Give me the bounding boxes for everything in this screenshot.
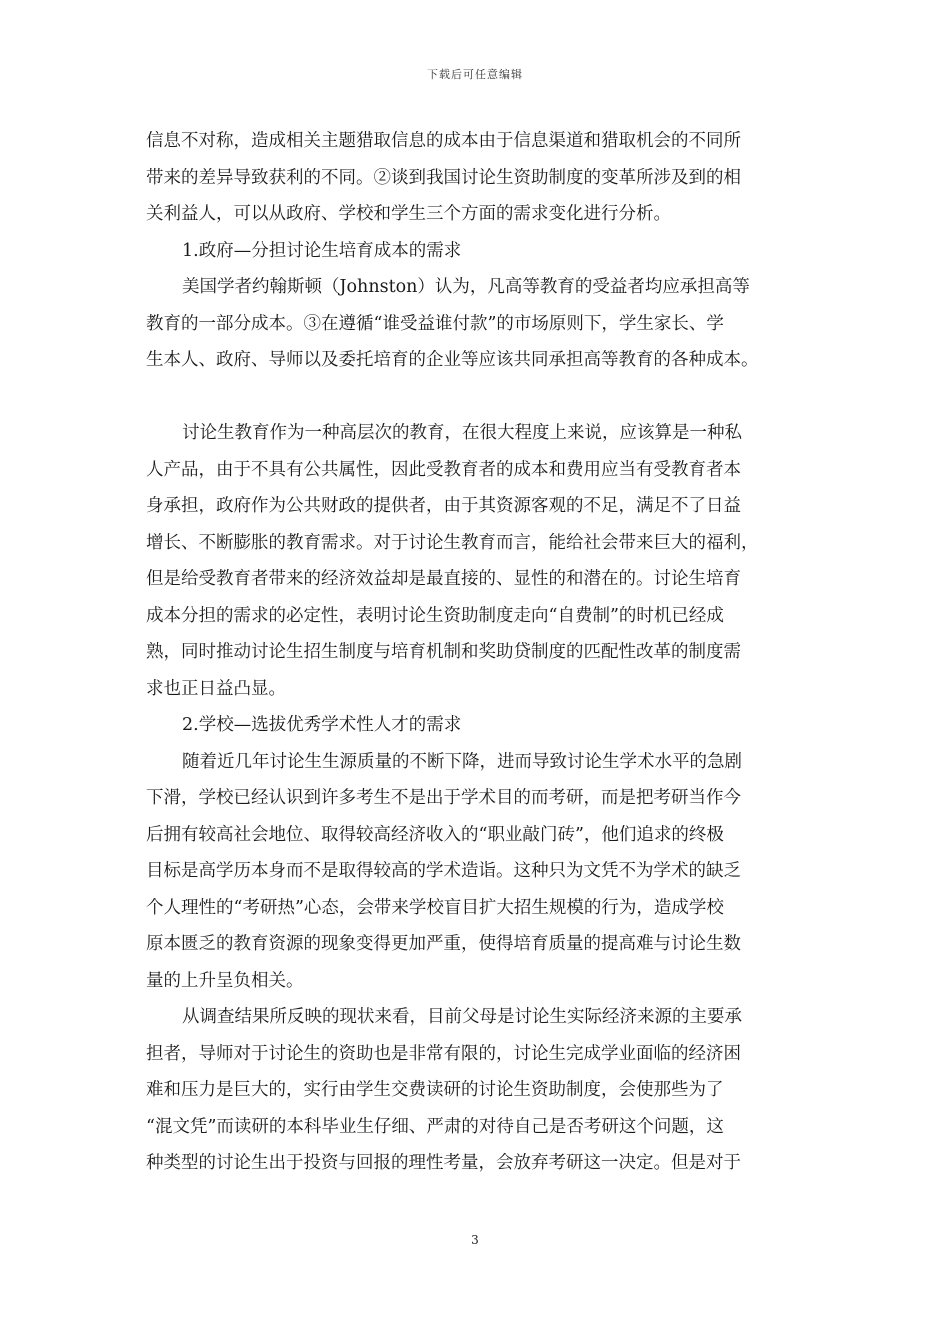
paragraph-2 xyxy=(146,269,822,379)
text-line: 目标是高学历本身而不是取得较高的学术造诣。这种只为文凭不为学术的缺乏 xyxy=(146,861,741,881)
text-line: 关利益人，可以从政府、学校和学生三个方面的需求变化进行分析。 xyxy=(146,204,671,224)
text-line: 难和压力是巨大的，实行由学生交费读研的讨论生资助制度，会使那些为了 xyxy=(146,1080,724,1100)
page-number: 3 xyxy=(471,1233,479,1247)
text-line: 种类型的讨论生出于投资与回报的理性考量，会放弃考研这一决定。但是对于 xyxy=(146,1153,741,1173)
paragraph-4 xyxy=(146,744,822,1000)
text-line: 教育的一部分成本。③在遵循“谁受益谁付款”的市场原则下，学生家长、学 xyxy=(146,313,724,334)
text-line: 增长、不断膨胀的教育需求。对于讨论生教育而言，能给社会带来巨大的福利， xyxy=(146,532,759,553)
text-line: 人产品，由于不具有公共属性，因此受教育者的成本和费用应当有受教育者本 xyxy=(146,459,741,480)
text-line: 从调查结果所反映的现状来看，目前父母是讨论生实际经济来源的主要承 xyxy=(182,1007,742,1027)
text-line: 原本匮乏的教育资源的现象变得更加严重，使得培育质量的提高难与讨论生数 xyxy=(146,934,741,954)
section-heading-government: 1.政府—分担讨论生培育成本的需求 xyxy=(182,240,462,261)
text-line: 求也正日益凸显。 xyxy=(146,678,286,699)
paragraph-3 xyxy=(146,415,822,707)
text-line: 下滑，学校已经认识到许多考生不是出于学术目的而考研，而是把考研当作今 xyxy=(146,788,741,808)
text-line: 熟，同时推动讨论生招生制度与培育机制和奖助贷制度的匹配性改革的制度需 xyxy=(146,642,741,662)
text-line: 讨论生教育作为一种高层次的教育，在很大程度上来说，应该算是一种私 xyxy=(182,423,742,443)
text-line: 随着近几年讨论生生源质量的不断下降，进而导致讨论生学术水平的急剧 xyxy=(182,751,742,772)
text-line: 带来的差异导致获利的不同。②谈到我国讨论生资助制度的变革所涉及到的相 xyxy=(146,167,741,188)
paragraph-5 xyxy=(146,999,822,1182)
text-line: 生本人、政府、导师以及委托培育的企业等应该共同承担高等教育的各种成本。 xyxy=(146,350,759,370)
text-line: 信息不对称，造成相关主题猎取信息的成本由于信息渠道和猎取机会的不同所 xyxy=(146,131,741,151)
text-line: 个人理性的“考研热”心态，会带来学校盲目扩大招生规模的行为，造成学校 xyxy=(146,897,724,918)
blank-line xyxy=(146,379,822,416)
text-line: 后拥有较高社会地位、取得较高经济收入的“职业敲门砖”，他们追求的终极 xyxy=(146,824,724,845)
section-heading-school: 2.学校—选拔优秀学术性人才的需求 xyxy=(182,715,462,735)
text-line: 量的上升呈负相关。 xyxy=(146,970,304,991)
text-line: 美国学者约翰斯顿（Johnston）认为，凡高等教育的受益者均应承担高等 xyxy=(182,277,750,297)
document-body xyxy=(146,123,822,1182)
page-header: 下载后可任意编辑 xyxy=(427,68,523,81)
text-line: 成本分担的需求的必定性，表明讨论生资助制度走向“自费制”的时机已经成 xyxy=(146,605,724,626)
text-line: 但是给受教育者带来的经济效益却是最直接的、显性的和潜在的。讨论生培育 xyxy=(146,569,741,589)
text-line: “混文凭”而读研的本科毕业生仔细、严肃的对待自己是否考研这个问题，这 xyxy=(146,1116,724,1137)
paragraph-1 xyxy=(146,123,822,233)
text-line: 担者，导师对于讨论生的资助也是非常有限的，讨论生完成学业面临的经济困 xyxy=(146,1043,741,1064)
text-line: 身承担，政府作为公共财政的提供者，由于其资源客观的不足，满足不了日益 xyxy=(146,496,741,516)
